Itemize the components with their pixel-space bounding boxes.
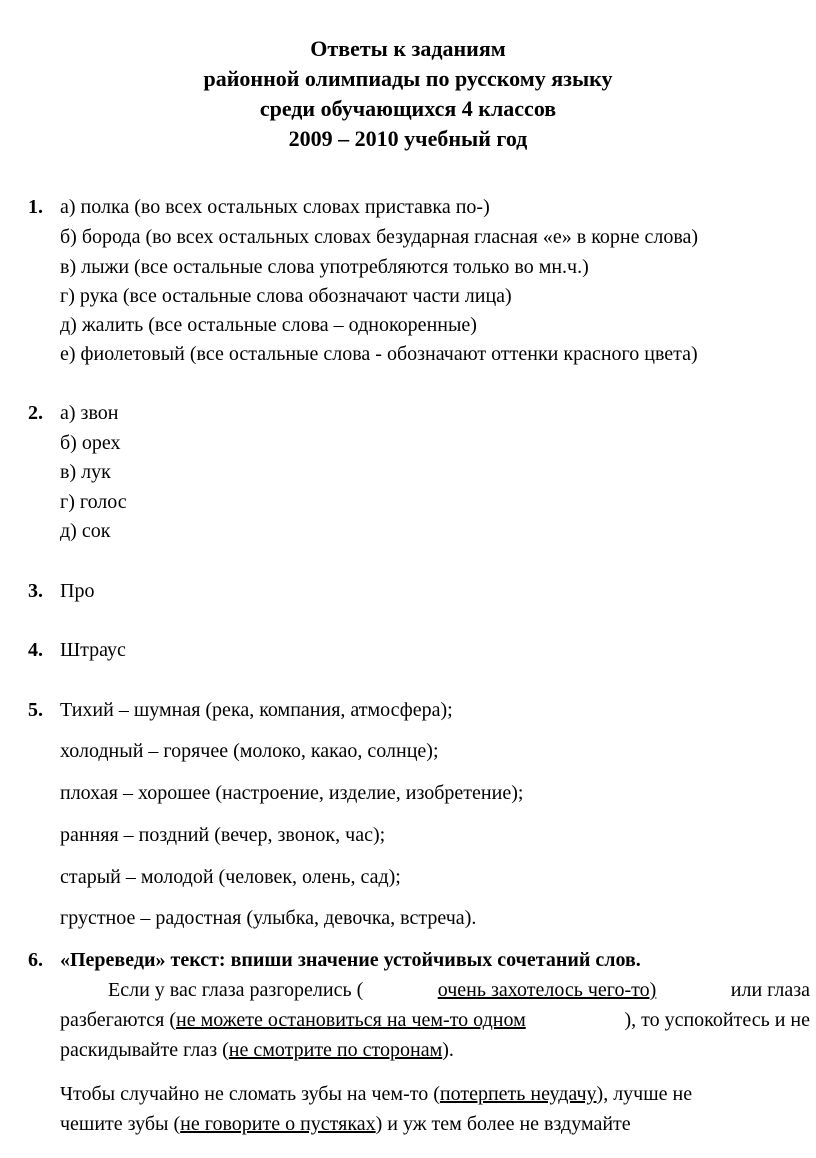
q6-heading: «Переведи» текст: впиши значение устойчивых сочетаний слов. <box>60 949 641 971</box>
q6-text: раскидывайте глаз ( <box>60 1039 229 1061</box>
q5-item: Тихий – шумная (река, компания, атмосфера); <box>60 699 453 721</box>
q6-text: чешите зубы ( <box>60 1113 181 1135</box>
q6-answer-underlined: потерпеть неудачу <box>439 1083 597 1105</box>
q6-answer-underlined: не смотрите по сторонам <box>228 1039 443 1061</box>
q2-item: в) лук <box>60 461 111 483</box>
q2-item: б) орех <box>60 432 121 454</box>
title-line-1: Ответы к заданиям <box>310 36 506 61</box>
q6-text: ). <box>442 1039 454 1061</box>
q6-paragraph1-line3 <box>60 1039 454 1062</box>
q5-item: ранняя – поздний (вечер, звонок, час); <box>60 824 386 846</box>
q1-item: в) лыжи (все остальные слова употребляются только во мн.ч.) <box>60 256 589 278</box>
q6-text: или глаза <box>730 979 810 1001</box>
q6-text: ), то успокойтесь и не <box>624 1009 810 1031</box>
q2-item: г) голос <box>60 491 127 513</box>
q4-answer: Штраус <box>60 639 126 661</box>
document-title <box>0 34 816 154</box>
q3-answer: Про <box>60 580 95 602</box>
title-line-4: 2009 – 2010 учебный год <box>288 126 528 151</box>
q2-item: а) звон <box>60 402 119 424</box>
q2-number: 2. <box>28 402 43 424</box>
q5-item: старый – молодой (человек, олень, сад); <box>60 866 401 888</box>
q2-item: д) сок <box>60 520 111 542</box>
q6-text: Если у вас глаза разгорелись ( <box>108 979 364 1001</box>
q5-item: грустное – радостная (улыбка, девочка, встреча). <box>60 907 477 929</box>
title-line-3: среди обучающихся 4 классов <box>259 96 557 121</box>
title-line-2: районной олимпиады по русскому языку <box>203 66 613 91</box>
q1-item: а) полка (во всех остальных словах приставка по-) <box>60 196 490 218</box>
q3-number: 3. <box>28 580 43 602</box>
q1-item: б) борода (во всех остальных словах безударная гласная «е» в корне слова) <box>60 226 699 248</box>
q6-text: ), лучше не <box>596 1083 693 1105</box>
q6-paragraph2-line2 <box>60 1113 631 1136</box>
q6-paragraph2-line1 <box>60 1083 692 1106</box>
q1-item: е) фиолетовый (все остальные слова - обозначают оттенки красного цвета) <box>60 343 698 365</box>
q1-item: д) жалить (все остальные слова – однокоренные) <box>60 314 477 336</box>
q6-answer-underlined: не можете остановиться на чем-то одном <box>176 1009 526 1031</box>
q1-item: г) рука (все остальные слова обозначают части лица) <box>60 285 512 307</box>
q6-text: ) и уж тем более не вздумайте <box>375 1113 631 1135</box>
q6-text: разбегаются ( <box>60 1009 177 1031</box>
q6-paragraph1-line1 <box>108 979 810 1002</box>
q5-number: 5. <box>28 699 43 721</box>
q5-item: холодный – горячее (молоко, какао, солнце); <box>60 740 439 762</box>
q6-number: 6. <box>28 949 43 971</box>
q1-number: 1. <box>28 196 43 218</box>
q6-answer-underlined: не говорите о пустяках <box>180 1113 376 1135</box>
q6-paragraph1-line2 <box>60 1009 810 1032</box>
q4-number: 4. <box>28 639 43 661</box>
q6-text: Чтобы случайно не сломать зубы на чем-то ( <box>60 1083 440 1105</box>
q5-item: плохая – хорошее (настроение, изделие, изобретение); <box>60 782 524 804</box>
q6-answer-underlined: очень захотелось чего-то) <box>437 979 657 1001</box>
